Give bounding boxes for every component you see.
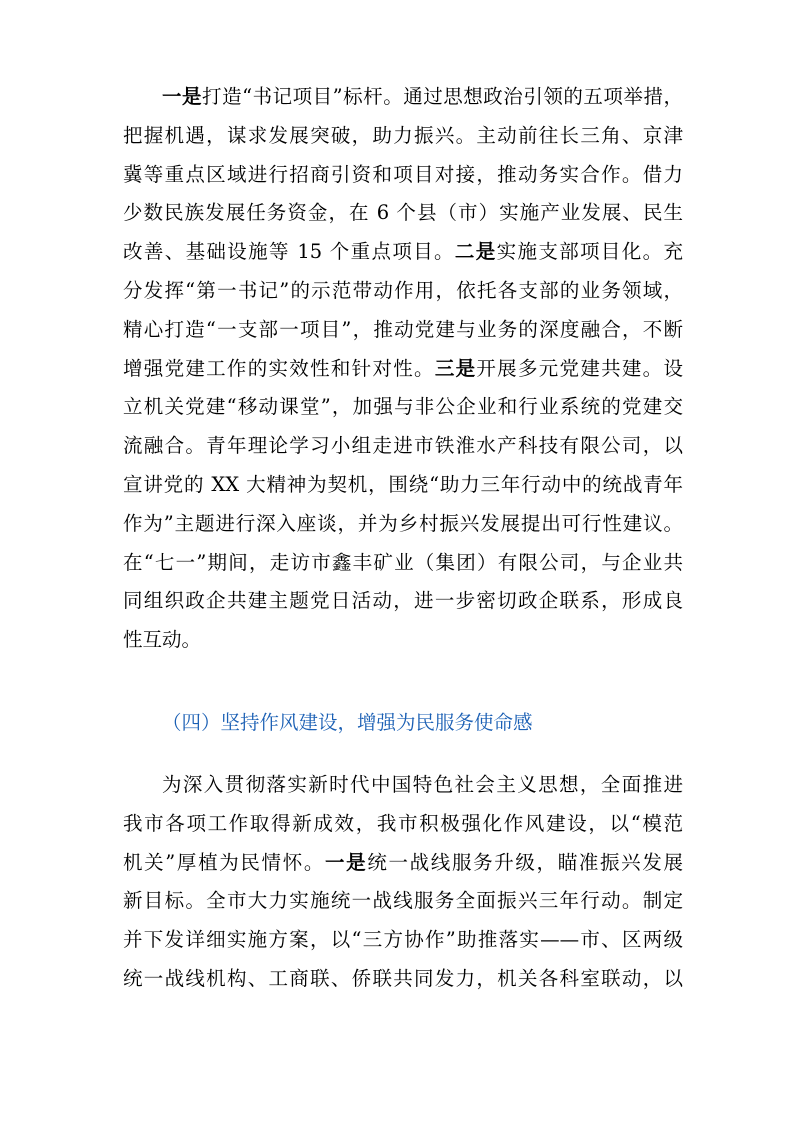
emphasis-ordinal: 一是 [325, 850, 368, 874]
paragraph-work-style [123, 766, 683, 999]
paragraph-line: 把握机遇，谋求发展突破，助力振兴。主动前往长三角、京津 [123, 123, 683, 147]
paragraph-line: 为深入贯彻落实新时代中国特色社会主义思想，全面推进 [162, 773, 683, 796]
paragraph-line: 我市各项工作取得新成效，我市积极强化作风建设，以“模范 [123, 811, 683, 835]
paragraph-line: 流融合。青年理论学习小组走进市铁淮水产科技有限公司，以 [123, 434, 683, 458]
paragraph-line: 性互动。 [123, 628, 202, 652]
section-heading: （四）坚持作风建设，增强为民服务使命感 [162, 711, 533, 734]
paragraph-line: 统一战线机构、工商联、侨联共同发力，机关各科室联动，以 [123, 966, 683, 990]
paragraph-line: 新目标。全市大力实施统一战线服务全面振兴三年行动。制定 [123, 889, 683, 913]
paragraph-line: 在“七一”期间，走访市鑫丰矿业（集团）有限公司，与企业共 [123, 550, 683, 574]
paragraph-line: 机关”厚植为民情怀。一是统一战线服务升级，瞄准振兴发展 [123, 850, 683, 874]
paragraph-line: 少数民族发展任务资金，在 6 个县（市）实施产业发展、民生 [123, 201, 683, 225]
paragraph-line: 一是打造“书记项目”标杆。通过思想政治引领的五项举措， [162, 85, 683, 108]
paragraph-line: 作为”主题进行深入座谈，并为乡村振兴发展提出可行性建议。 [123, 511, 683, 535]
paragraph-line: 分发挥“第一书记”的示范带动作用，依托各支部的业务领域， [123, 278, 683, 302]
paragraph-line: 精心打造“一支部一项目”，推动党建与业务的深度融合，不断 [123, 317, 683, 341]
emphasis-ordinal: 二是 [454, 240, 497, 264]
paragraph-line: 冀等重点区域进行招商引资和项目对接，推动务实合作。借力 [123, 162, 683, 186]
emphasis-ordinal: 三是 [434, 356, 477, 380]
paragraph-line: 增强党建工作的实效性和针对性。三是开展多元党建共建。设 [123, 356, 683, 380]
paragraph-line: 改善、基础设施等 15 个重点项目。二是实施支部项目化。充 [123, 240, 683, 264]
paragraph-line: 立机关党建“移动课堂”，加强与非公企业和行业系统的党建交 [123, 395, 683, 419]
paragraph-party-building [123, 78, 683, 660]
emphasis-ordinal: 一是 [162, 85, 203, 108]
paragraph-line: 宣讲党的 XX 大精神为契机，围绕“助力三年行动中的统战青年 [123, 472, 683, 496]
paragraph-line: 同组织政企共建主题党日活动，进一步密切政企联系，形成良 [123, 589, 683, 613]
paragraph-line: 并下发详细实施方案，以“三方协作”助推落实——市、区两级 [123, 928, 683, 952]
